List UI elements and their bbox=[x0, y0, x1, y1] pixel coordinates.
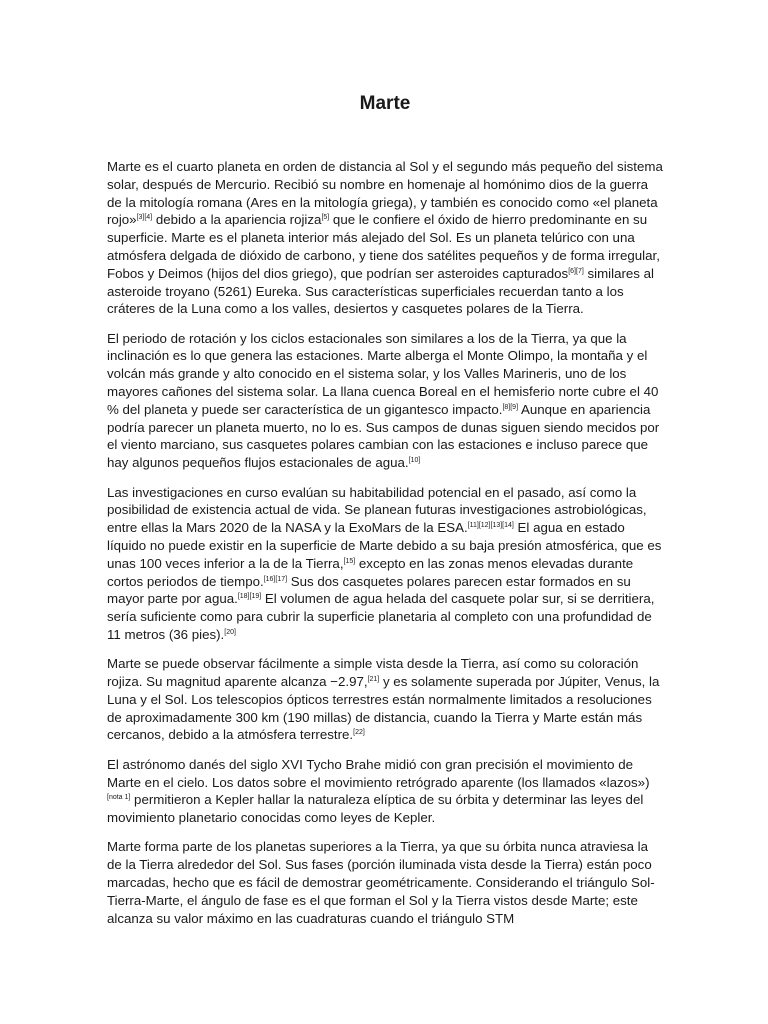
document-page bbox=[107, 92, 663, 939]
paragraph-4 bbox=[107, 655, 663, 744]
citation-superscript[interactable]: [3][4] bbox=[136, 214, 153, 222]
paragraph-6 bbox=[107, 838, 663, 927]
citation-superscript[interactable]: [22] bbox=[353, 729, 365, 737]
citation-superscript[interactable]: [18][19] bbox=[237, 593, 262, 601]
text-run: Marte se puede observar fácilmente a simple vista desde la Tierra, así como su coloración rojiza. Su magnitud aparente alcanza −2.97, bbox=[107, 656, 639, 690]
text-run: Marte es el cuarto planeta en orden de distancia al Sol y el segundo más pequeño del sistema solar, después de Mercurio. Recibió su nombre en homenaje al homónimo dios de la guerra de la mitología romana (Ares en la mitología griega), y también es conocido como «el planeta rojo» bbox=[107, 159, 663, 228]
text-run: y es solamente superada por Júpiter, Venus, la Luna y el Sol. Los telescopios ópticos terrestres están normalmente limitados a resoluciones de aproximadamente 300 km (190 millas) de distancia, cuando la Tierra y Marte están más cercanos, debido a la atmósfera terrestre. bbox=[107, 674, 660, 743]
citation-superscript[interactable]: [6][7] bbox=[568, 267, 584, 275]
citation-superscript[interactable]: [16][17] bbox=[263, 575, 288, 583]
text-run: El periodo de rotación y los ciclos estacionales son similares a los de la Tierra, ya que la inclinación es lo que genera las estaciones. Marte alberga el Monte Olimpo, la montaña y el volcán más grande y alto conocido en el sistema solar, y los Valles Marineris, uno de los mayores cañones del sistema solar. La llana cuenca Boreal en el hemisferio norte cubre el 40 % del planeta y puede ser característica de un gigantesco impacto. bbox=[107, 330, 659, 417]
citation-superscript[interactable]: [15] bbox=[343, 557, 356, 565]
citation-superscript[interactable]: [8][9] bbox=[502, 403, 519, 411]
text-run: que le confiere el óxido de hierro predominante en su superficie. Marte es el planeta interior más alejado del Sol. Es un planeta telúrico con una atmósfera delgada de dióxido de carbono, y tiene dos satélites pequeños y de forma irregular, Fobos y Deimos (hijos del dios griego), que podrían ser asteroides capturados bbox=[107, 212, 660, 281]
paragraph-1 bbox=[107, 158, 663, 318]
paragraph-5 bbox=[107, 756, 663, 827]
text-run: excepto en las zonas menos elevadas durante cortos periodos de tiempo. bbox=[107, 555, 634, 589]
citation-superscript[interactable]: [5] bbox=[321, 214, 330, 222]
text-run: Sus dos casquetes polares parecen estar formados en su mayor parte por agua. bbox=[107, 573, 631, 607]
paragraph-2 bbox=[107, 330, 663, 472]
text-run: debido a la apariencia rojiza bbox=[152, 212, 322, 228]
text-run: permitieron a Kepler hallar la naturaleza elíptica de su órbita y determinar las leyes del movimiento planetario conocidas como leyes de Kepler. bbox=[107, 792, 644, 826]
citation-superscript[interactable]: [20] bbox=[224, 628, 236, 636]
text-run: El volumen de agua helada del casquete polar sur, si se derritiera, sería suficiente como para cubrir la superficie planetaria al completo con una profundidad de 11 metros (36 pies). bbox=[107, 591, 655, 642]
text-run: El agua en estado líquido no puede existir en la superficie de Marte debido a su baja presión atmosférica, que es unas 100 veces inferior a la de la Tierra, bbox=[107, 520, 662, 571]
paragraph-3 bbox=[107, 484, 663, 644]
citation-superscript[interactable]: [11][12][13][14] bbox=[467, 522, 514, 530]
citation-superscript[interactable]: [21] bbox=[367, 676, 380, 684]
text-run: Marte forma parte de los planetas superiores a la Tierra, ya que su órbita nunca atraviesa la de la Tierra alrededor del Sol. Sus fases (porción iluminada vista desde la Tierra) están poco marcadas, hecho que es fácil de demostrar geométricamente. Considerando el triángulo Sol-Tierra-Marte, el ángulo de fase es el que forman el Sol y la Tierra vistos desde Marte; este alcanza su valor máximo en las cuadraturas cuando el triángulo STM bbox=[107, 839, 655, 926]
article-body bbox=[107, 158, 663, 927]
text-run: similares al asteroide troyano (5261) Eureka. Sus características superficiales recuerdan tanto a los cráteres de la Luna como a los valles, desiertos y casquetes polares de la Tierra. bbox=[107, 265, 654, 317]
page-title: Marte bbox=[359, 93, 411, 114]
citation-superscript[interactable]: [nota 1] bbox=[107, 794, 131, 802]
text-run: El astrónomo danés del siglo XVI Tycho Brahe midió con gran precisión el movimiento de Marte en el cielo. Los datos sobre el movimiento retrógrado aparente (los llamados «lazos») bbox=[107, 756, 650, 790]
text-run: Aunque en apariencia podría parecer un planeta muerto, no lo es. Sus campos de dunas siguen siendo mecidos por el viento marciano, sus casquetes polares cambian con las estaciones e incluso parece que hay algunos pequeños flujos estacionales de agua. bbox=[107, 401, 660, 471]
text-run: Las investigaciones en curso evalúan su habitabilidad potencial en el pasado, así como la posibilidad de existencia actual de vida. Se planean futuras investigaciones astrobiológicas, entre ellas la Mars 2020 de la NASA y la ExoMars de la ESA. bbox=[107, 484, 647, 536]
citation-superscript[interactable]: [10] bbox=[408, 457, 421, 465]
